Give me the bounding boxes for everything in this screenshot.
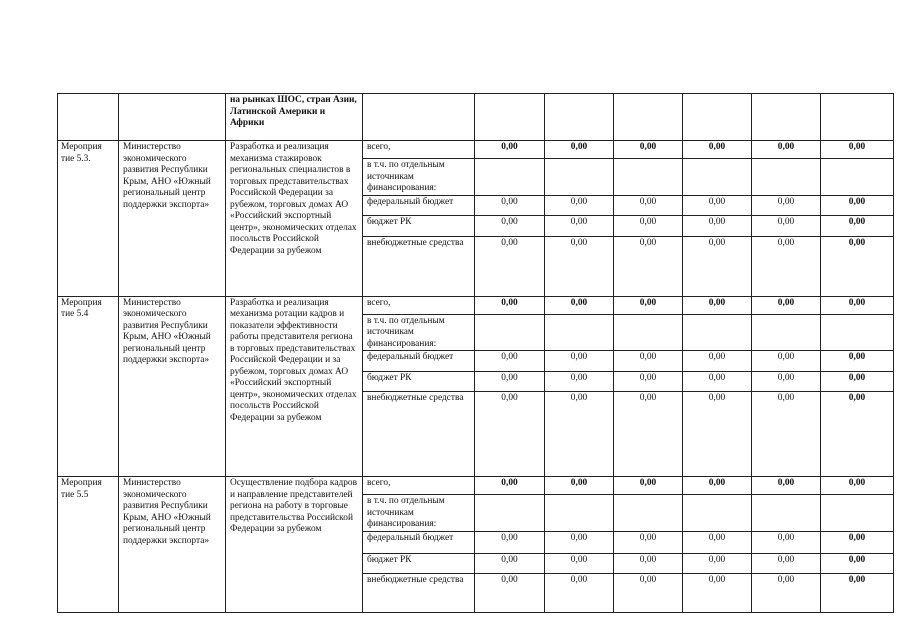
amount-cell: 0,00 xyxy=(475,553,545,573)
amount-cell: 0,00 xyxy=(475,195,545,215)
amount-cell: 0,00 xyxy=(614,372,683,392)
activity-id-cell: Мероприя тие 5.4 xyxy=(58,296,119,477)
amount-cell: 0,00 xyxy=(614,296,683,314)
amount-cell: 0,00 xyxy=(614,477,683,495)
funding-source-label: в т.ч. по отдельным источникам финансирования: xyxy=(363,495,475,532)
amount-cell xyxy=(475,159,545,196)
funding-source-label: федеральный бюджет xyxy=(363,531,475,553)
amount-cell: 0,00 xyxy=(614,531,683,553)
amount-cell: 0,00 xyxy=(683,531,752,553)
amount-cell: 0,00 xyxy=(821,392,894,477)
amount-cell xyxy=(545,495,614,532)
funding-source-label: всего, xyxy=(363,141,475,159)
amount-cell: 0,00 xyxy=(683,573,752,612)
amount-cell: 0,00 xyxy=(683,351,752,372)
amount-cell: 0,00 xyxy=(752,195,821,215)
funding-source-label: бюджет РК xyxy=(363,553,475,573)
amount-cell xyxy=(475,495,545,532)
funding-source-label: федеральный бюджет xyxy=(363,351,475,372)
amount-cell xyxy=(752,159,821,196)
funding-source-label: бюджет РК xyxy=(363,215,475,236)
amount-cell xyxy=(821,495,894,532)
source-cell xyxy=(363,94,475,141)
funding-table xyxy=(57,93,894,613)
amount-cell: 0,00 xyxy=(614,553,683,573)
amount-cell xyxy=(752,495,821,532)
amount-cell: 0,00 xyxy=(545,531,614,553)
funding-source-label: всего, xyxy=(363,477,475,495)
amount-cell: 0,00 xyxy=(752,236,821,296)
amount-cell: 0,00 xyxy=(821,351,894,372)
amount-cell: 0,00 xyxy=(683,296,752,314)
funding-source-label: в т.ч. по отдельным источникам финансирования: xyxy=(363,159,475,196)
executor-cell xyxy=(119,94,226,141)
amount-cell: 0,00 xyxy=(545,392,614,477)
amount-cell xyxy=(683,159,752,196)
amount-cell xyxy=(683,314,752,351)
table-row xyxy=(58,477,894,495)
activity-description-cell: Осуществление подбора кадров и направление представителей региона на работу в торговые представительства Российской Федерации за рубежом xyxy=(226,477,363,613)
amount-cell: 0,00 xyxy=(752,392,821,477)
amount-cell xyxy=(545,159,614,196)
funding-source-label: бюджет РК xyxy=(363,372,475,392)
amount-cell: 0,00 xyxy=(545,215,614,236)
amount-cell: 0,00 xyxy=(475,573,545,612)
amount-cell xyxy=(614,495,683,532)
amount-cell: 0,00 xyxy=(475,141,545,159)
amount-cell: 0,00 xyxy=(752,351,821,372)
table-row-continuation xyxy=(58,94,894,141)
amount-cell: 0,00 xyxy=(614,195,683,215)
amount-cell: 0,00 xyxy=(821,296,894,314)
amount-cell: 0,00 xyxy=(821,372,894,392)
funding-source-label: внебюджетные средства xyxy=(363,392,475,477)
amount-cell: 0,00 xyxy=(821,236,894,296)
amount-cell: 0,00 xyxy=(683,195,752,215)
amount-cell: 0,00 xyxy=(475,372,545,392)
table-body xyxy=(58,94,894,613)
amount-cell xyxy=(614,314,683,351)
funding-source-label: всего, xyxy=(363,296,475,314)
amount-cell xyxy=(475,314,545,351)
amount-cell: 0,00 xyxy=(614,573,683,612)
activity-id-cell: Мероприя тие 5.3. xyxy=(58,141,119,297)
amount-cell: 0,00 xyxy=(752,531,821,553)
funding-source-label: федеральный бюджет xyxy=(363,195,475,215)
amount-cell: 0,00 xyxy=(752,296,821,314)
amount-cell xyxy=(752,314,821,351)
amount-cell: 0,00 xyxy=(683,372,752,392)
amount-cell: 0,00 xyxy=(614,141,683,159)
amount-cell: 0,00 xyxy=(545,296,614,314)
table-row xyxy=(58,141,894,159)
executor-cell: Министерство экономического развития Республики Крым, АНО «Южный региональный центр поддержки экспорта» xyxy=(119,141,226,297)
amount-cell: 0,00 xyxy=(683,477,752,495)
value-cell xyxy=(475,94,545,141)
description-cell: на рынках ШОС, стран Азии, Латинской Америки и Африки xyxy=(226,94,363,141)
amount-cell: 0,00 xyxy=(683,141,752,159)
activity-description-cell: Разработка и реализация механизма стажировок региональных специалистов в торговых представительствах Российской Федерации за рубежом, торговых домах АО «Российский экспортный центр», экономических отделах посольств Российской Федерации за рубежом xyxy=(226,141,363,297)
funding-source-label: внебюджетные средства xyxy=(363,236,475,296)
amount-cell xyxy=(683,495,752,532)
value-cell xyxy=(614,94,683,141)
value-cell xyxy=(545,94,614,141)
amount-cell: 0,00 xyxy=(475,392,545,477)
amount-cell: 0,00 xyxy=(821,195,894,215)
activity-description-cell: Разработка и реализация механизма ротации кадров и показатели эффективности работы представителя региона в торговых представительствах Российской Федерации и за рубежом, торговых домах АО «Российский экспортный центр», экономических отделах посольств Российской Федерации за рубежом xyxy=(226,296,363,477)
amount-cell: 0,00 xyxy=(752,215,821,236)
amount-cell: 0,00 xyxy=(475,215,545,236)
amount-cell: 0,00 xyxy=(821,531,894,553)
amount-cell xyxy=(545,314,614,351)
amount-cell: 0,00 xyxy=(821,215,894,236)
executor-cell: Министерство экономического развития Республики Крым, АНО «Южный региональный центр поддержки экспорта» xyxy=(119,296,226,477)
amount-cell: 0,00 xyxy=(683,215,752,236)
amount-cell: 0,00 xyxy=(752,573,821,612)
amount-cell: 0,00 xyxy=(475,236,545,296)
amount-cell: 0,00 xyxy=(683,553,752,573)
funding-source-label: внебюджетные средства xyxy=(363,573,475,612)
activity-id-cell: Мероприя тие 5.5 xyxy=(58,477,119,613)
amount-cell: 0,00 xyxy=(475,296,545,314)
amount-cell: 0,00 xyxy=(475,351,545,372)
amount-cell: 0,00 xyxy=(752,477,821,495)
amount-cell: 0,00 xyxy=(614,215,683,236)
value-cell xyxy=(821,94,894,141)
amount-cell: 0,00 xyxy=(683,236,752,296)
amount-cell: 0,00 xyxy=(614,351,683,372)
amount-cell xyxy=(821,159,894,196)
amount-cell: 0,00 xyxy=(475,531,545,553)
amount-cell: 0,00 xyxy=(545,477,614,495)
amount-cell: 0,00 xyxy=(821,573,894,612)
amount-cell: 0,00 xyxy=(752,553,821,573)
amount-cell: 0,00 xyxy=(821,141,894,159)
funding-source-label: в т.ч. по отдельным источникам финансирования: xyxy=(363,314,475,351)
amount-cell: 0,00 xyxy=(545,351,614,372)
amount-cell: 0,00 xyxy=(475,477,545,495)
amount-cell: 0,00 xyxy=(545,553,614,573)
amount-cell: 0,00 xyxy=(614,236,683,296)
value-cell xyxy=(683,94,752,141)
amount-cell: 0,00 xyxy=(821,553,894,573)
id-cell xyxy=(58,94,119,141)
table-row xyxy=(58,296,894,314)
amount-cell: 0,00 xyxy=(614,392,683,477)
amount-cell xyxy=(821,314,894,351)
amount-cell: 0,00 xyxy=(545,372,614,392)
amount-cell: 0,00 xyxy=(545,236,614,296)
amount-cell: 0,00 xyxy=(545,195,614,215)
amount-cell: 0,00 xyxy=(821,477,894,495)
amount-cell: 0,00 xyxy=(752,372,821,392)
amount-cell: 0,00 xyxy=(683,392,752,477)
executor-cell: Министерство экономического развития Республики Крым, АНО «Южный региональный центр поддержки экспорта» xyxy=(119,477,226,613)
value-cell xyxy=(752,94,821,141)
amount-cell: 0,00 xyxy=(545,573,614,612)
amount-cell: 0,00 xyxy=(752,141,821,159)
amount-cell xyxy=(614,159,683,196)
amount-cell: 0,00 xyxy=(545,141,614,159)
